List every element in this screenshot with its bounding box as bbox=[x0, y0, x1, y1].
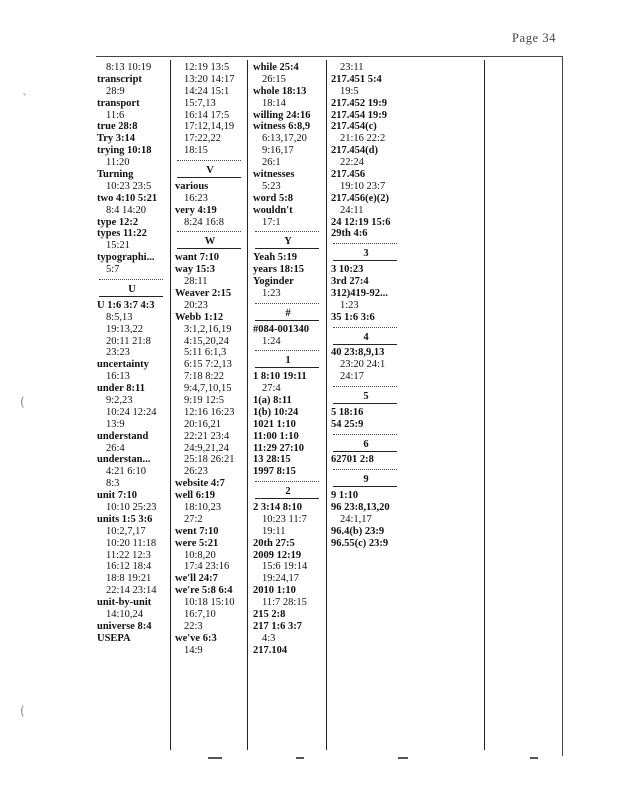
section-letter: Y bbox=[284, 236, 292, 248]
index-reference: 14:24 15:1 bbox=[184, 85, 230, 97]
index-reference: 9:4,7,10,15 bbox=[184, 383, 232, 395]
section-rule bbox=[333, 260, 397, 261]
index-reference: 4:3 bbox=[262, 632, 276, 644]
index-reference: 13:20 14:17 bbox=[184, 73, 235, 85]
section-rule bbox=[255, 498, 319, 499]
index-term: type 12:2 bbox=[97, 216, 139, 228]
index-term: Yeah 5:19 bbox=[253, 252, 298, 264]
index-reference: 18:8 19:21 bbox=[106, 573, 152, 585]
column-divider-1 bbox=[170, 60, 171, 750]
index-term: types 11:22 bbox=[97, 228, 147, 240]
section-header bbox=[253, 478, 310, 502]
index-term: Webb 1:12 bbox=[175, 311, 224, 323]
index-term: witness 6:8,9 bbox=[253, 121, 311, 133]
index-column-2 bbox=[175, 62, 234, 657]
index-reference: 27:2 bbox=[184, 513, 203, 525]
footer-mark bbox=[208, 757, 222, 759]
index-term: 54 25:9 bbox=[331, 418, 364, 430]
section-rule bbox=[333, 386, 397, 387]
index-term: 20th 27:5 bbox=[253, 537, 295, 549]
index-term: 215 2:8 bbox=[253, 609, 286, 621]
section-header bbox=[331, 431, 391, 455]
index-reference: 26:23 bbox=[184, 466, 208, 478]
index-term: universe 8:4 bbox=[97, 620, 152, 632]
footer-mark bbox=[530, 757, 538, 759]
section-rule bbox=[333, 344, 397, 345]
index-reference: 21:16 22:2 bbox=[340, 133, 386, 145]
index-term: while 25:4 bbox=[253, 62, 299, 73]
index-term: way 15:3 bbox=[175, 264, 215, 276]
index-term: 2010 1:10 bbox=[253, 585, 296, 597]
index-term: whole 18:13 bbox=[253, 85, 307, 97]
index-reference: 17:1 bbox=[262, 216, 281, 228]
index-term: Turning bbox=[97, 169, 134, 181]
index-term: 1(a) 8:11 bbox=[253, 394, 292, 406]
index-term: 11:29 27:10 bbox=[253, 442, 305, 454]
index-term: 217.451 5:4 bbox=[331, 73, 382, 85]
index-column-3 bbox=[253, 62, 310, 657]
index-term: two 4:10 5:21 bbox=[97, 192, 158, 204]
index-term: under 8:11 bbox=[97, 383, 145, 395]
section-header bbox=[331, 324, 391, 348]
index-term: 1(b) 10:24 bbox=[253, 406, 299, 418]
index-column-1 bbox=[97, 62, 157, 645]
index-reference: 15:7,13 bbox=[184, 97, 216, 109]
index-reference: 14:10,24 bbox=[106, 608, 144, 620]
column-divider-2 bbox=[247, 60, 248, 750]
index-term: 96.55(c) 23:9 bbox=[331, 537, 389, 549]
index-reference: 10:23 23:5 bbox=[106, 180, 152, 192]
section-letter: W bbox=[204, 236, 216, 248]
index-term: 11:00 1:10 bbox=[253, 430, 299, 442]
index-reference: 10:24 12:24 bbox=[106, 406, 157, 418]
index-column-4 bbox=[331, 62, 391, 550]
index-term: 35 1:6 3:6 bbox=[331, 311, 375, 323]
index-reference: 10:20 11:18 bbox=[106, 537, 157, 549]
index-term: we're 5:8 6:4 bbox=[175, 585, 233, 597]
index-reference: 6:13,17,20 bbox=[262, 133, 307, 145]
index-reference: 6:15 7:2,13 bbox=[184, 359, 232, 371]
index-reference: 12:19 13:5 bbox=[184, 62, 230, 73]
index-reference: 9:19 12:5 bbox=[184, 394, 224, 406]
section-letter: U bbox=[128, 284, 136, 296]
section-rule bbox=[255, 231, 319, 232]
index-reference: 12:16 16:23 bbox=[184, 406, 235, 418]
index-reference: 5:7 bbox=[106, 264, 120, 276]
index-reference: 22:14 23:14 bbox=[106, 585, 157, 597]
section-rule bbox=[255, 303, 319, 304]
section-letter: V bbox=[206, 165, 214, 177]
section-header bbox=[175, 157, 234, 181]
index-reference: 8:13 10:19 bbox=[106, 62, 152, 73]
index-term: unit 7:10 bbox=[97, 490, 137, 502]
index-reference: 5:23 bbox=[262, 180, 281, 192]
index-term: 96 23:8,13,20 bbox=[331, 502, 390, 514]
index-reference: 25:18 26:21 bbox=[184, 454, 235, 466]
index-term: 312)419-92... bbox=[331, 287, 388, 299]
index-reference: 3:1,2,16,19 bbox=[184, 323, 232, 335]
scan-mark: ( bbox=[20, 395, 25, 409]
index-term: Weaver 2:15 bbox=[175, 287, 232, 299]
section-rule bbox=[255, 248, 319, 249]
section-header bbox=[331, 240, 391, 264]
index-term: trying 10:18 bbox=[97, 145, 152, 157]
index-reference: 17:22,22 bbox=[184, 133, 222, 145]
index-term: very 4:19 bbox=[175, 204, 217, 216]
index-term: years 18:15 bbox=[253, 264, 305, 276]
index-reference: 15:6 19:14 bbox=[262, 561, 308, 573]
index-reference: 26:4 bbox=[106, 442, 125, 454]
index-term: 217.456 bbox=[331, 169, 366, 181]
footer-mark bbox=[296, 757, 304, 759]
section-rule bbox=[333, 403, 397, 404]
index-reference: 17:12,14,19 bbox=[184, 121, 235, 133]
index-term: 9 1:10 bbox=[331, 490, 359, 502]
index-term: Try 3:14 bbox=[97, 133, 136, 145]
section-rule bbox=[333, 434, 397, 435]
section-rule bbox=[177, 248, 241, 249]
section-letter: 2 bbox=[285, 486, 291, 498]
index-term: understan... bbox=[97, 454, 151, 466]
index-term: 24 12:19 15:6 bbox=[331, 216, 391, 228]
section-rule bbox=[255, 350, 319, 351]
index-term: 1997 8:15 bbox=[253, 466, 296, 478]
index-reference: 19:24,17 bbox=[262, 573, 300, 585]
index-term: various bbox=[175, 180, 209, 192]
section-header bbox=[175, 228, 234, 252]
index-reference: 1:23 bbox=[262, 287, 281, 299]
index-reference: 10:23 11:7 bbox=[262, 513, 307, 525]
index-term: Yoginder bbox=[253, 276, 294, 288]
index-reference: 28:11 bbox=[184, 276, 208, 288]
section-rule bbox=[333, 469, 397, 470]
index-term: 62701 2:8 bbox=[331, 454, 374, 466]
index-reference: 16:7,10 bbox=[184, 609, 216, 620]
index-reference: 4:21 6:10 bbox=[106, 466, 146, 478]
section-header bbox=[253, 228, 310, 252]
section-rule bbox=[255, 367, 319, 368]
index-term: 217.456(e)(2) bbox=[331, 192, 390, 204]
section-rule bbox=[333, 327, 397, 328]
index-term: understand bbox=[97, 430, 149, 442]
index-term: 13 28:15 bbox=[253, 454, 291, 466]
index-term: website 4:7 bbox=[175, 478, 225, 490]
index-reference: 19:13,22 bbox=[106, 323, 144, 335]
index-reference: 16:12 18:4 bbox=[106, 561, 152, 573]
index-reference: 24:17 bbox=[340, 371, 364, 383]
index-reference: 9:16,17 bbox=[262, 145, 294, 157]
index-reference: 11:22 12:3 bbox=[106, 549, 151, 561]
index-term: 1021 1:10 bbox=[253, 418, 296, 430]
section-letter: 3 bbox=[363, 248, 369, 260]
index-reference: 14:9 bbox=[184, 644, 203, 656]
index-reference: 8:3 bbox=[106, 478, 120, 490]
index-term: 2009 12:19 bbox=[253, 549, 302, 561]
index-term: transport bbox=[97, 97, 140, 109]
section-header bbox=[253, 300, 310, 324]
index-reference: 26:15 bbox=[262, 73, 286, 85]
index-term: 1 8:10 19:11 bbox=[253, 371, 307, 383]
index-term: 29th 4:6 bbox=[331, 228, 368, 240]
footer-mark bbox=[398, 757, 408, 759]
index-term: were 5:21 bbox=[175, 537, 219, 549]
index-term: 40 23:8,9,13 bbox=[331, 347, 385, 359]
index-term: units 1:5 3:6 bbox=[97, 513, 153, 525]
index-reference: 8:4 14:20 bbox=[106, 204, 146, 216]
index-term: we'll 24:7 bbox=[175, 573, 218, 585]
index-reference: 22:21 23:4 bbox=[184, 430, 230, 442]
section-rule bbox=[177, 177, 241, 178]
section-rule bbox=[99, 279, 163, 280]
section-rule bbox=[255, 481, 319, 482]
index-reference: 19:10 23:7 bbox=[340, 180, 386, 192]
index-reference: 1:23 bbox=[340, 299, 359, 311]
column-divider-4 bbox=[484, 60, 485, 750]
section-letter: 4 bbox=[363, 331, 369, 343]
index-reference: 16:14 17:5 bbox=[184, 109, 230, 121]
index-reference: 23:20 24:1 bbox=[340, 359, 386, 371]
index-reference: 17:4 23:16 bbox=[184, 561, 230, 573]
index-term: 217.454(d) bbox=[331, 145, 378, 157]
index-reference: 20:23 bbox=[184, 299, 208, 311]
section-letter: 1 bbox=[285, 355, 291, 367]
index-term: 217.452 19:9 bbox=[331, 97, 387, 109]
section-letter: 6 bbox=[363, 438, 369, 450]
index-term: 2 3:14 8:10 bbox=[253, 502, 302, 514]
index-reference: 24:9,21,24 bbox=[184, 442, 229, 454]
index-term: wouldn't bbox=[253, 204, 293, 216]
index-reference: 16:23 bbox=[184, 192, 208, 204]
scan-mark: ` bbox=[22, 92, 28, 106]
index-term: 3rd 27:4 bbox=[331, 276, 369, 288]
section-rule bbox=[99, 296, 163, 297]
index-term: we've 6:3 bbox=[175, 632, 217, 644]
index-reference: 7:18 8:22 bbox=[184, 371, 224, 383]
index-reference: 1:24 bbox=[262, 335, 281, 347]
index-reference: 18:10,23 bbox=[184, 501, 222, 513]
index-term: USEPA bbox=[97, 632, 131, 644]
section-header bbox=[97, 276, 157, 300]
index-reference: 8:5,13 bbox=[106, 311, 133, 323]
index-term: transcript bbox=[97, 73, 142, 85]
index-term: uncertainty bbox=[97, 359, 149, 371]
index-term: witnesses bbox=[253, 169, 295, 181]
section-letter: # bbox=[285, 307, 291, 319]
index-reference: 23:11 bbox=[340, 62, 364, 73]
index-reference: 11:6 bbox=[106, 109, 125, 121]
section-rule bbox=[177, 160, 241, 161]
index-term: 96.4(b) 23:9 bbox=[331, 525, 385, 537]
index-term: #084-001340 bbox=[253, 323, 309, 335]
index-reference: 24:1,17 bbox=[340, 513, 372, 525]
index-term: went 7:10 bbox=[175, 525, 219, 537]
index-reference: 5:11 6:1,3 bbox=[184, 347, 227, 359]
section-rule bbox=[333, 451, 397, 452]
index-term: word 5:8 bbox=[253, 192, 293, 204]
index-reference: 8:24 16:8 bbox=[184, 216, 224, 228]
index-reference: 20:16,21 bbox=[184, 418, 222, 430]
index-reference: 22:3 bbox=[184, 620, 203, 632]
index-reference: 10:10 25:23 bbox=[106, 501, 157, 513]
index-term: well 6:19 bbox=[175, 490, 215, 502]
index-term: 217.454(c) bbox=[331, 121, 377, 133]
index-reference: 24:11 bbox=[340, 204, 364, 216]
index-reference: 22:24 bbox=[340, 157, 364, 169]
index-term: true 28:8 bbox=[97, 121, 138, 133]
index-term: want 7:10 bbox=[175, 252, 220, 264]
index-reference: 18:14 bbox=[262, 97, 286, 109]
index-reference: 20:11 21:8 bbox=[106, 335, 151, 347]
index-reference: 10:18 15:10 bbox=[184, 597, 235, 609]
index-reference: 16:13 bbox=[106, 371, 130, 383]
index-reference: 11:7 28:15 bbox=[262, 597, 307, 609]
index-term: willing 24:16 bbox=[253, 109, 311, 121]
index-reference: 10:2,7,17 bbox=[106, 525, 146, 537]
index-reference: 28:9 bbox=[106, 85, 125, 97]
index-reference: 11:20 bbox=[106, 157, 130, 169]
index-reference: 18:15 bbox=[184, 145, 208, 157]
index-term: unit-by-unit bbox=[97, 597, 152, 609]
index-frame bbox=[96, 56, 562, 757]
index-reference: 19:5 bbox=[340, 85, 359, 97]
section-header bbox=[331, 466, 391, 490]
section-letter: 5 bbox=[363, 391, 369, 403]
column-divider-3 bbox=[326, 60, 327, 750]
index-reference: 27:4 bbox=[262, 383, 281, 395]
index-term: 217.454 19:9 bbox=[331, 109, 387, 121]
section-rule bbox=[177, 231, 241, 232]
index-term: U 1:6 3:7 4:3 bbox=[97, 299, 155, 311]
section-header bbox=[331, 383, 391, 407]
index-reference: 13:9 bbox=[106, 418, 125, 430]
section-rule bbox=[333, 243, 397, 244]
section-letter: 9 bbox=[363, 474, 369, 486]
index-reference: 19:11 bbox=[262, 525, 286, 537]
index-term: 217 1:6 3:7 bbox=[253, 620, 302, 632]
index-term: typographi... bbox=[97, 252, 155, 264]
index-reference: 15:21 bbox=[106, 240, 130, 252]
index-reference: 26:1 bbox=[262, 157, 281, 169]
frame-right-border bbox=[562, 56, 563, 756]
page-number: Page 34 bbox=[512, 31, 557, 45]
index-reference: 23:23 bbox=[106, 347, 130, 359]
index-term: 217.104 bbox=[253, 644, 288, 656]
section-header bbox=[253, 347, 310, 371]
index-reference: 4:15,20,24 bbox=[184, 335, 229, 347]
section-rule bbox=[333, 486, 397, 487]
scan-mark: ( bbox=[20, 704, 25, 718]
section-rule bbox=[255, 320, 319, 321]
index-term: 5 18:16 bbox=[331, 406, 364, 418]
index-term: 3 10:23 bbox=[331, 264, 364, 276]
index-reference: 10:8,20 bbox=[184, 549, 216, 561]
index-reference: 9:2,23 bbox=[106, 394, 133, 406]
